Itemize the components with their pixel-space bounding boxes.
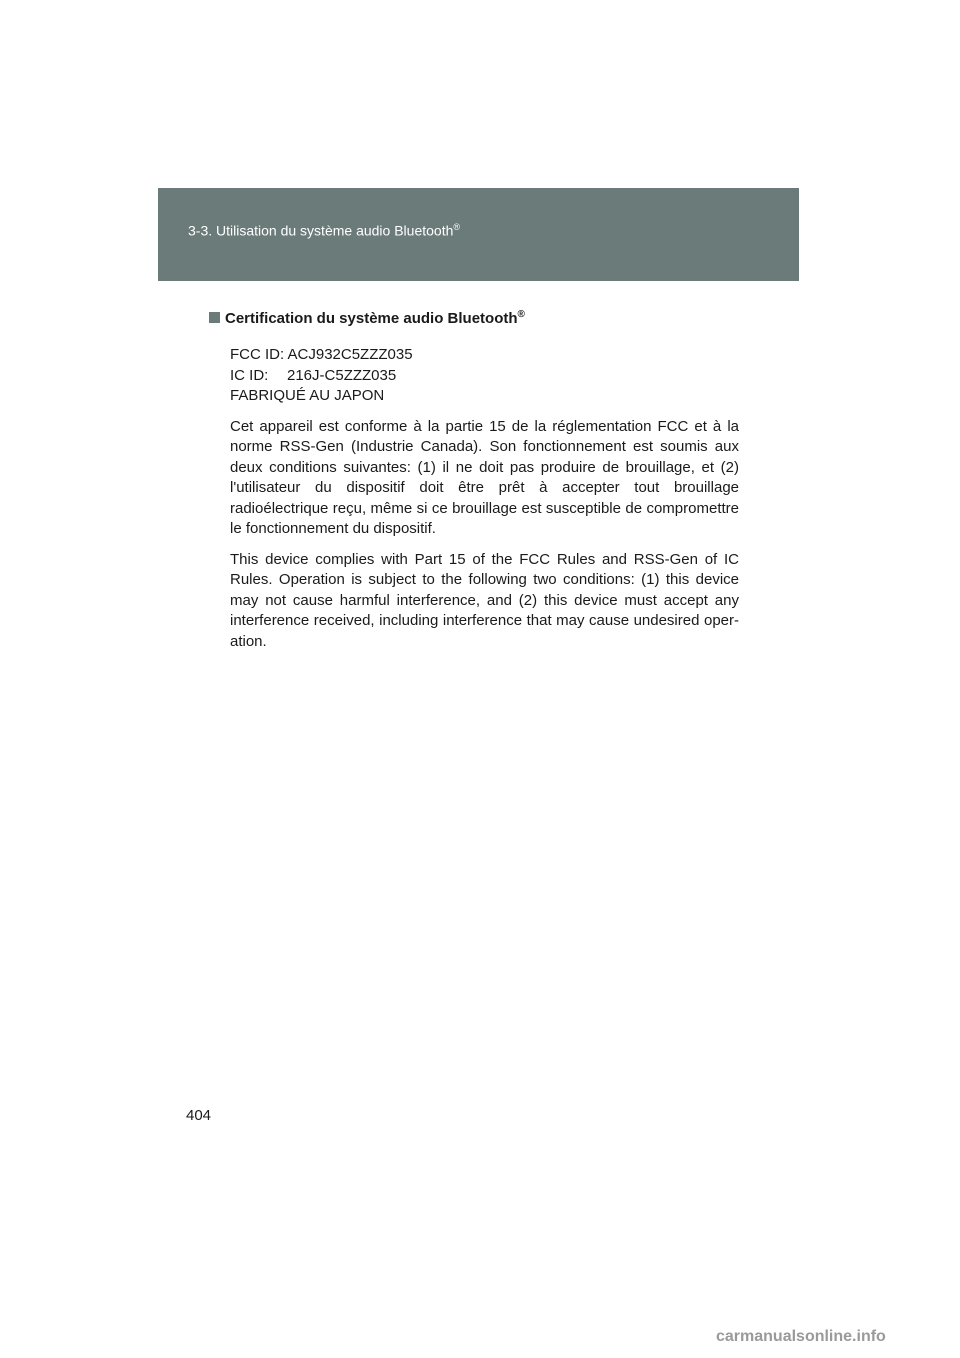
page-number: 404 (186, 1107, 212, 1124)
fcc-id-label: FCC ID: (230, 346, 285, 363)
english-paragraph: This device complies with Part 15 of the FCC Rules and RSS-Gen of IC Rules. Operation is subject to the following two conditions: (1) this device may not cause harmful interference, and (2) this device must accept any interference received, including interference that may cause undesired oper- ation. (230, 550, 739, 650)
chapter-title-text: 3-3. Utilisation du système audio Bluetooth (188, 222, 454, 239)
fcc-id-value: ACJ932C5ZZZ035 (287, 346, 413, 363)
registered-mark: ® (453, 222, 461, 232)
section-content (230, 345, 739, 652)
section-heading-text: Certification du système audio Bluetooth (225, 310, 518, 327)
square-bullet-icon (209, 312, 220, 323)
ic-id-value: 216J-C5ZZZ035 (287, 366, 397, 384)
section-heading (209, 306, 739, 328)
fcc-id-line (230, 345, 739, 366)
certification-section (209, 306, 739, 652)
chapter-title (188, 222, 460, 239)
ic-id-line (230, 366, 739, 387)
registered-mark: ® (517, 309, 525, 320)
ic-id-label: IC ID: (230, 366, 269, 384)
french-paragraph: Cet appareil est conforme à la partie 15 de la réglementation FCC et à la norme RSS-Gen (Industrie Canada). Son fonctionnement est soumis aux deux conditions suivantes: (1) il ne doit pas produire de brouillage, et (2) l'utilisateur du dispositif doit être prêt à accepter tout brouillage radioélectrique reçu, même si ce brouillage est susceptible de compromettre le fonctionnement du dispositif. (230, 417, 739, 537)
origin-line: FABRIQUÉ AU JAPON (230, 387, 385, 404)
watermark: carmanualsonline.info (716, 1328, 886, 1345)
chapter-header-band (158, 188, 799, 281)
